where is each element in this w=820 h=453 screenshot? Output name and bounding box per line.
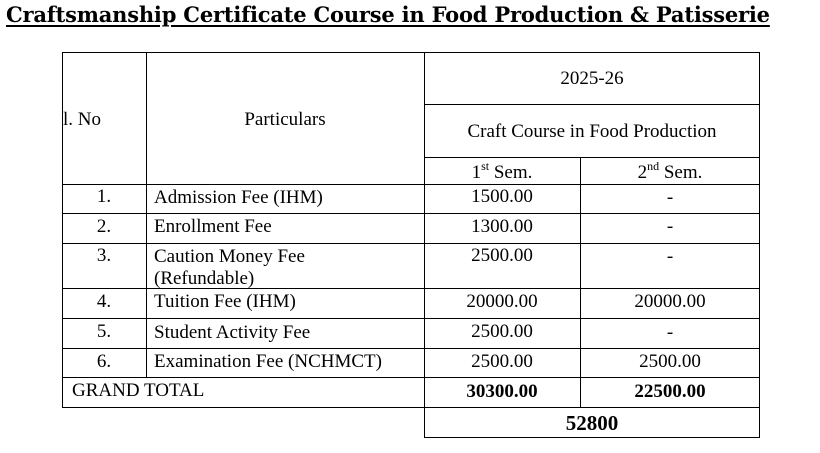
header-course: Craft Course in Food Production: [467, 121, 717, 142]
row-line-2: [62, 213, 760, 214]
row-6-particular: Examination Fee (NCHMCT): [154, 351, 382, 372]
row-6-sem2: 2500.00: [639, 351, 701, 372]
row-line-8: [62, 407, 760, 408]
header-divider-course: [424, 157, 760, 158]
header-particulars: Particulars: [244, 109, 326, 130]
grand-total-label: GRAND TOTAL: [72, 380, 205, 401]
row-4-sem1: 20000.00: [466, 291, 538, 312]
row-1-no: 1.: [96, 186, 112, 207]
row-5-particular: Student Activity Fee: [154, 322, 311, 343]
row-2-sem1: 1300.00: [471, 216, 533, 237]
header-year: 2025-26: [560, 68, 624, 89]
row-6-no: 6.: [96, 351, 112, 372]
row-3-no: 3.: [96, 245, 112, 266]
row-4-no: 4.: [96, 291, 112, 312]
header-divider-year: [424, 104, 760, 105]
row-2-sem2: -: [666, 216, 674, 237]
row-2-no: 2.: [96, 216, 112, 237]
row-5-sem2: -: [666, 322, 674, 343]
row-line-1: [62, 184, 760, 185]
grand-total-sem2: 22500.00: [634, 381, 706, 402]
row-3-sem2: -: [666, 246, 674, 267]
row-4-particular: Tuition Fee (IHM): [154, 291, 296, 312]
row-4-sem2: 20000.00: [634, 291, 706, 312]
table-border-bottom: [424, 437, 760, 438]
row-3-particular-line2: (Refundable): [154, 268, 255, 289]
row-line-7: [62, 377, 760, 378]
header-sem2: 2nd Sem.: [637, 159, 703, 183]
page-title: Craftsmanship Certificate Course in Food Production & Patisserie: [6, 2, 770, 27]
row-1-particular: Admission Fee (IHM): [154, 187, 323, 208]
col-divider-particulars: [146, 52, 147, 378]
row-line-6: [62, 348, 760, 349]
row-5-sem1: 2500.00: [471, 321, 533, 342]
row-5-no: 5.: [96, 321, 112, 342]
row-2-particular: Enrollment Fee: [154, 216, 272, 237]
row-6-sem1: 2500.00: [471, 351, 533, 372]
grand-total-sem1: 30300.00: [466, 381, 538, 402]
header-slno: l. No: [63, 109, 101, 130]
row-line-3: [62, 243, 760, 244]
overall-total: 52800: [565, 411, 619, 435]
row-3-particular-line1: Caution Money Fee: [154, 246, 305, 267]
row-1-sem2: -: [666, 187, 674, 208]
row-line-5: [62, 318, 760, 319]
row-3-sem1: 2500.00: [471, 245, 533, 266]
table-border-top: [62, 52, 760, 53]
row-1-sem1: 1500.00: [471, 186, 533, 207]
header-sem1: 1st Sem.: [471, 159, 533, 183]
